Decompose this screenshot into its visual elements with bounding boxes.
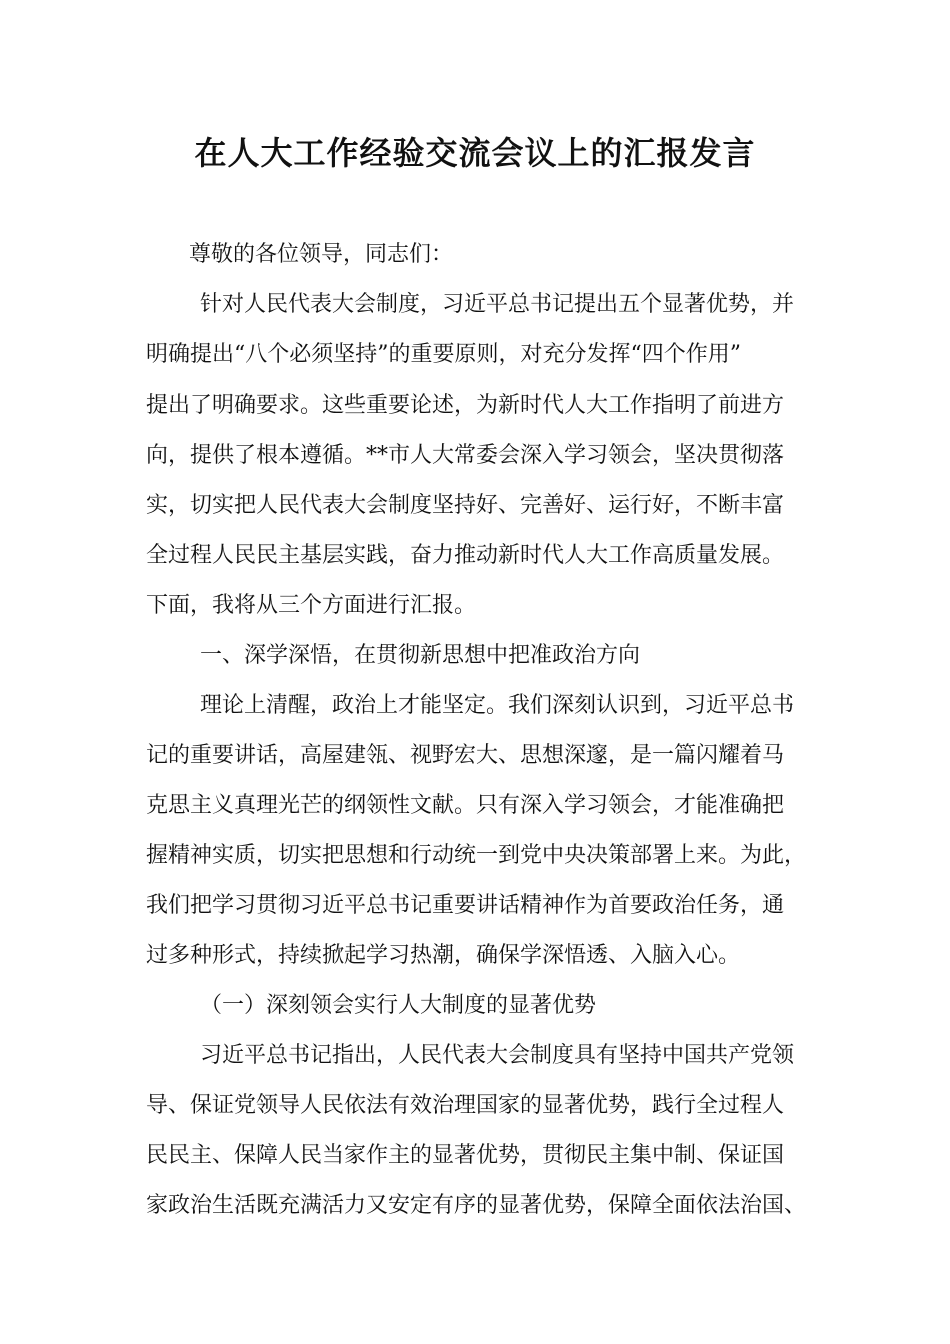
body-line: 理论上清醒，政治上才能坚定。我们深刻认识到，习近平总书 xyxy=(200,693,795,718)
body-line: 记的重要讲话，高屋建瓴、视野宏大、思想深邃，是一篇闪耀着马 xyxy=(146,743,785,768)
salutation: 尊敬的各位领导，同志们： xyxy=(189,242,454,267)
body-line: 全过程人民民主基层实践，奋力推动新时代人大工作高质量发展。 xyxy=(146,543,785,568)
body-line: 民民主、保障人民当家作主的显著优势，贯彻民主集中制、保证国 xyxy=(146,1143,785,1168)
body-line: 克思主义真理光芒的纲领性文献。只有深入学习领会，才能准确把 xyxy=(146,793,785,818)
body-line: 提出了明确要求。这些重要论述，为新时代人大工作指明了前进方 xyxy=(146,393,785,418)
body-line: 过多种形式，持续掀起学习热潮，确保学深悟透、入脑入心。 xyxy=(146,943,741,968)
section-heading: 一、深学深悟，在贯彻新思想中把准政治方向 xyxy=(200,643,641,668)
body-line: 下面，我将从三个方面进行汇报。 xyxy=(146,593,477,618)
body-line: 家政治生活既充满活力又安定有序的显著优势，保障全面依法治国、 xyxy=(146,1193,807,1218)
body-line: 习近平总书记指出，人民代表大会制度具有坚持中国共产党领 xyxy=(200,1043,795,1068)
body-line: 握精神实质，切实把思想和行动统一到党中央决策部署上来。为此， xyxy=(146,843,807,868)
body-line: 我们把学习贯彻习近平总书记重要讲话精神作为首要政治任务，通 xyxy=(146,893,785,918)
body-line: 针对人民代表大会制度，习近平总书记提出五个显著优势，并 xyxy=(200,292,795,317)
document-title: 在人大工作经验交流会议上的汇报发言 xyxy=(194,134,756,172)
body-line: 明确提出“八个必须坚持”的重要原则，对充分发挥“四个作用” xyxy=(146,342,741,367)
subsection-heading: （一）深刻领会实行人大制度的显著优势 xyxy=(200,993,597,1018)
body-line: 实，切实把人民代表大会制度坚持好、完善好、运行好，不断丰富 xyxy=(146,493,785,518)
body-line: 导、保证党领导人民依法有效治理国家的显著优势，践行全过程人 xyxy=(146,1093,785,1118)
body-line: 向，提供了根本遵循。**市人大常委会深入学习领会，坚决贯彻落 xyxy=(146,443,785,468)
